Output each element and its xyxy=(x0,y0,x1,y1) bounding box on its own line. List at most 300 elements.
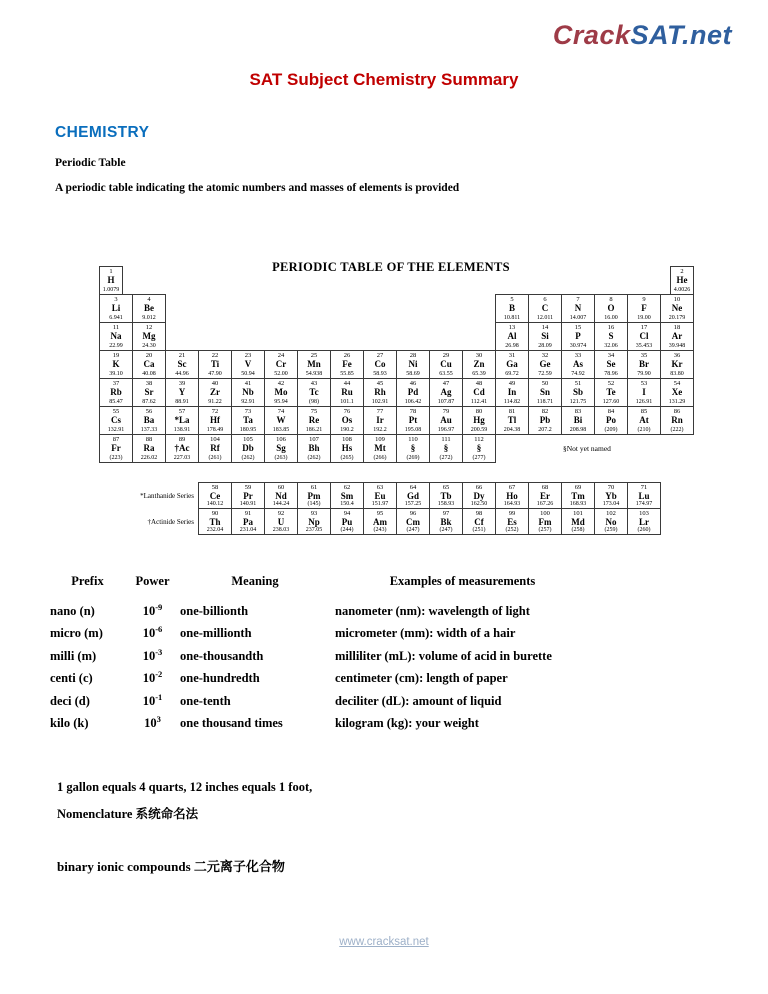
element-cell-Ho xyxy=(495,482,529,509)
periodic-table-subheading: Periodic Table xyxy=(55,157,126,169)
element-symbol: F xyxy=(641,303,647,314)
atomic-number: 50 xyxy=(541,379,549,387)
element-cell-Fe xyxy=(330,350,364,379)
atomic-number: 25 xyxy=(310,351,318,359)
atomic-mass: 127.60 xyxy=(602,398,620,405)
atomic-mass: 237.05 xyxy=(305,526,323,533)
atomic-number: 41 xyxy=(244,379,252,387)
element-symbol: Ra xyxy=(143,443,155,454)
atomic-mass: 24.30 xyxy=(142,342,156,349)
element-symbol: Tc xyxy=(309,387,319,398)
element-symbol: Sn xyxy=(539,387,550,398)
atomic-mass: 74.92 xyxy=(571,370,585,377)
element-cell-Cd xyxy=(462,378,496,407)
atomic-number: 95 xyxy=(376,510,384,517)
atomic-number: 89 xyxy=(178,435,186,443)
atomic-number: 1 xyxy=(109,267,113,275)
atomic-number: 66 xyxy=(475,484,483,491)
element-symbol: Cf xyxy=(474,516,484,527)
element-cell-Pd xyxy=(396,378,430,407)
atomic-mass: (257) xyxy=(538,526,552,533)
element-symbol: Hf xyxy=(210,415,220,426)
element-symbol: Gd xyxy=(406,490,419,501)
atomic-number: 71 xyxy=(640,484,648,491)
atomic-number: 65 xyxy=(442,484,450,491)
element-cell-Cl xyxy=(627,322,661,351)
atomic-number: 90 xyxy=(211,510,219,517)
element-cell-W xyxy=(264,406,298,435)
element-symbol: Bk xyxy=(440,516,452,527)
atomic-mass: 178.49 xyxy=(206,426,224,433)
atomic-mass: 16.00 xyxy=(604,314,618,321)
element-symbol: S xyxy=(608,331,614,342)
element-symbol: In xyxy=(507,387,517,398)
example-cell: deciliter (dL): amount of liquid xyxy=(335,693,502,708)
example-cell: milliliter (mL): volume of acid in burette xyxy=(335,648,552,663)
atomic-number: 112 xyxy=(474,435,484,443)
atomic-number: 54 xyxy=(673,379,681,387)
element-cell-Ne xyxy=(660,294,694,323)
atomic-mass: (262) xyxy=(307,454,321,461)
element-symbol: Cs xyxy=(110,415,121,426)
atomic-number: 28 xyxy=(409,351,417,359)
element-symbol: Ge xyxy=(539,359,551,370)
element-cell-Ce xyxy=(198,482,232,509)
atomic-number: 102 xyxy=(606,510,616,517)
element-symbol: Md xyxy=(571,516,585,527)
atomic-mass: 151.97 xyxy=(371,500,389,507)
element-cell-I xyxy=(627,378,661,407)
atomic-mass: 174.97 xyxy=(635,500,653,507)
element-symbol: Sm xyxy=(340,490,354,501)
element-cell-Ir xyxy=(363,406,397,435)
atomic-mass: (251) xyxy=(472,526,486,533)
atomic-mass: 91.22 xyxy=(208,398,222,405)
binary-compounds-note: binary ionic compounds 二元离子化合物 xyxy=(57,859,285,874)
element-symbol: Ba xyxy=(143,415,155,426)
atomic-number: 38 xyxy=(145,379,153,387)
atomic-mass: 238.03 xyxy=(272,526,290,533)
element-cell-Tl xyxy=(495,406,529,435)
atomic-number: 69 xyxy=(574,484,582,491)
element-symbol: § xyxy=(410,443,416,454)
power-cell: $10^{-6}$ xyxy=(142,624,163,641)
atomic-number: 3 xyxy=(114,295,118,303)
element-cell-Bk xyxy=(429,508,463,535)
atomic-number: 60 xyxy=(277,484,285,491)
atomic-mass: 157.25 xyxy=(404,500,422,507)
element-symbol: Pb xyxy=(539,415,551,426)
atomic-mass: 173.04 xyxy=(602,500,620,507)
element-symbol: Pm xyxy=(307,490,321,501)
atomic-mass: 32.06 xyxy=(604,342,618,349)
atomic-mass: (261) xyxy=(208,454,222,461)
intro-text: A periodic table indicating the atomic numbers and masses of elements is provided xyxy=(55,182,460,194)
element-cell-N xyxy=(561,294,595,323)
element-cell-Po xyxy=(594,406,628,435)
atomic-number: 6 xyxy=(543,295,547,303)
element-symbol: Ni xyxy=(408,359,418,370)
element-symbol: Es xyxy=(507,516,517,527)
element-symbol: Pa xyxy=(243,516,253,527)
element-cell-Te xyxy=(594,378,628,407)
element-cell-Tm xyxy=(561,482,595,509)
logo-part-crack: Crack xyxy=(552,20,631,50)
atomic-mass: 226.02 xyxy=(140,454,158,461)
atomic-number: 32 xyxy=(541,351,549,359)
atomic-mass: 95.94 xyxy=(274,398,288,405)
atomic-number: 103 xyxy=(639,510,649,517)
atomic-number: 18 xyxy=(673,323,681,331)
atomic-number: 98 xyxy=(475,510,483,517)
atomic-mass: 208.98 xyxy=(569,426,587,433)
atomic-number: 30 xyxy=(475,351,483,359)
element-cell-Ni xyxy=(396,350,430,379)
atomic-number: 97 xyxy=(442,510,450,517)
element-cell-Hs xyxy=(330,434,364,463)
atomic-number: 29 xyxy=(442,351,450,359)
element-cell-Ar xyxy=(660,322,694,351)
element-symbol: K xyxy=(112,359,120,370)
atomic-mass: 6.941 xyxy=(109,314,123,321)
element-cell-P xyxy=(561,322,595,351)
power-cell: $10^3$ xyxy=(144,713,161,730)
meaning-header: Meaning xyxy=(231,574,279,588)
element-cell-In xyxy=(495,378,529,407)
atomic-mass: 20.179 xyxy=(668,314,686,321)
atomic-mass: (262) xyxy=(241,454,255,461)
element-cell-Sc xyxy=(165,350,199,379)
element-cell-Es xyxy=(495,508,529,535)
element-symbol: Bh xyxy=(308,443,320,454)
element-symbol: I xyxy=(642,387,646,398)
element-cell-O xyxy=(594,294,628,323)
element-cell-Lu xyxy=(627,482,661,509)
element-symbol: Am xyxy=(373,516,387,527)
atomic-number: 59 xyxy=(244,484,252,491)
atomic-mass: 52.00 xyxy=(274,370,288,377)
element-cell-Rh xyxy=(363,378,397,407)
atomic-number: 5 xyxy=(510,295,514,303)
element-cell-Re xyxy=(297,406,331,435)
atomic-mass: 58.93 xyxy=(373,370,387,377)
element-cell-Zn xyxy=(462,350,496,379)
element-cell-unnamed xyxy=(429,434,463,463)
f-block xyxy=(88,482,694,535)
atomic-number: 27 xyxy=(376,351,384,359)
atomic-mass: 112.41 xyxy=(470,398,488,405)
atomic-mass: 88.91 xyxy=(175,398,189,405)
element-cell-Cs xyxy=(99,406,133,435)
atomic-number: 106 xyxy=(276,435,286,443)
element-cell-Ti xyxy=(198,350,232,379)
element-symbol: At xyxy=(639,415,649,426)
meaning-cell: one-billionth xyxy=(180,604,249,618)
element-cell-Na xyxy=(99,322,133,351)
element-cell-F xyxy=(627,294,661,323)
atomic-number: 55 xyxy=(112,407,120,415)
atomic-number: 51 xyxy=(574,379,582,387)
prefix-cell: milli (m) xyxy=(50,648,97,663)
atomic-number: 2 xyxy=(680,267,684,275)
atomic-mass: 227.03 xyxy=(173,454,191,461)
element-cell-V xyxy=(231,350,265,379)
atomic-number: 72 xyxy=(211,407,219,415)
atomic-number: 49 xyxy=(508,379,516,387)
element-cell-Kr xyxy=(660,350,694,379)
atomic-number: 13 xyxy=(508,323,516,331)
element-symbol: Mn xyxy=(307,359,321,370)
atomic-number: 15 xyxy=(574,323,582,331)
atomic-mass: 65.39 xyxy=(472,370,486,377)
element-symbol: Cr xyxy=(275,359,287,370)
atomic-mass: 102.91 xyxy=(371,398,389,405)
atomic-number: 96 xyxy=(409,510,417,517)
element-cell-Sn xyxy=(528,378,562,407)
element-symbol: H xyxy=(107,275,115,286)
atomic-number: 22 xyxy=(211,351,219,359)
atomic-number: 20 xyxy=(145,351,153,359)
atomic-mass: 190.2 xyxy=(340,426,354,433)
element-symbol: Os xyxy=(341,415,353,426)
atomic-number: 91 xyxy=(244,510,252,517)
element-cell-Li xyxy=(99,294,133,323)
element-cell-No xyxy=(594,508,628,535)
atomic-number: 107 xyxy=(309,435,319,443)
element-symbol: Te xyxy=(606,387,616,398)
element-cell-Y xyxy=(165,378,199,407)
element-symbol: Cm xyxy=(406,516,420,527)
atomic-mass: 39.10 xyxy=(109,370,123,377)
atomic-number: 110 xyxy=(408,435,418,443)
atomic-number: 63 xyxy=(376,484,384,491)
element-cell-S xyxy=(594,322,628,351)
footer-link[interactable]: www.cracksat.net xyxy=(339,936,429,948)
atomic-mass: 137.33 xyxy=(140,426,158,433)
example-cell: micrometer (mm): width of a hair xyxy=(335,626,516,641)
atomic-mass: 126.91 xyxy=(635,398,653,405)
examples-header: Examples of measurements xyxy=(389,574,536,588)
atomic-number: 67 xyxy=(508,484,516,491)
meaning-cell: one-millionth xyxy=(180,626,252,641)
element-cell-Si xyxy=(528,322,562,351)
element-cell-Ga xyxy=(495,350,529,379)
element-cell-Am xyxy=(363,508,397,535)
element-cell-Xe xyxy=(660,378,694,407)
prefix-cell: centi (c) xyxy=(50,671,93,686)
atomic-number: 34 xyxy=(607,351,615,359)
atomic-number: 37 xyxy=(112,379,120,387)
element-symbol: Db xyxy=(242,443,254,454)
element-symbol: Re xyxy=(308,415,320,426)
atomic-mass: 183.85 xyxy=(272,426,290,433)
element-symbol: U xyxy=(277,516,285,527)
atomic-number: 64 xyxy=(409,484,417,491)
page-title: SAT Subject Chemistry Summary xyxy=(249,70,519,89)
atomic-mass: 39.948 xyxy=(668,342,686,349)
element-cell-Cu xyxy=(429,350,463,379)
element-cell-Ba xyxy=(132,406,166,435)
element-symbol: P xyxy=(575,331,581,342)
meaning-cell: one-thousandth xyxy=(180,648,264,663)
element-cell-Ac xyxy=(165,434,199,463)
element-symbol: C xyxy=(541,303,549,314)
power-cell: $10^{-1}$ xyxy=(142,691,163,708)
atomic-mass: 44.96 xyxy=(175,370,189,377)
element-cell-unnamed xyxy=(462,434,496,463)
atomic-number: 39 xyxy=(178,379,186,387)
prefix-cell: deci (d) xyxy=(50,693,90,708)
element-symbol: Rb xyxy=(110,387,122,398)
element-cell-Se xyxy=(594,350,628,379)
atomic-number: 77 xyxy=(376,407,384,415)
element-symbol: Ir xyxy=(376,415,384,426)
atomic-mass: (145) xyxy=(307,500,321,507)
element-cell-Yb xyxy=(594,482,628,509)
element-cell-Be xyxy=(132,294,166,323)
atomic-mass: 207.2 xyxy=(538,426,552,433)
element-symbol: Ne xyxy=(671,303,683,314)
atomic-number: 17 xyxy=(640,323,648,331)
element-cell-Ra xyxy=(132,434,166,463)
element-cell-Au xyxy=(429,406,463,435)
element-cell-Cf xyxy=(462,508,496,535)
atomic-mass: (210) xyxy=(637,426,651,433)
atomic-mass: 158.93 xyxy=(437,500,455,507)
atomic-number: 88 xyxy=(145,435,153,443)
element-symbol: †Ac xyxy=(174,443,190,454)
element-cell-Db xyxy=(231,434,265,463)
element-symbol: Cu xyxy=(440,359,452,370)
atomic-mass: 78.96 xyxy=(604,370,618,377)
element-cell-Pt xyxy=(396,406,430,435)
atomic-mass: 192.2 xyxy=(373,426,387,433)
lanthanide-series-label: *Lanthanide Series xyxy=(140,491,194,500)
element-symbol: Br xyxy=(639,359,649,370)
atomic-mass: 180.95 xyxy=(239,426,257,433)
element-symbol: Xe xyxy=(671,387,683,398)
atomic-number: 57 xyxy=(178,407,186,415)
atomic-mass: 101.1 xyxy=(340,398,354,405)
nomenclature-note: Nomenclature 系统命名法 xyxy=(57,807,199,821)
element-symbol: Ti xyxy=(210,359,220,370)
atomic-mass: 47.90 xyxy=(208,370,222,377)
meaning-cell: one-tenth xyxy=(180,693,231,708)
element-symbol: Dy xyxy=(473,490,485,501)
element-symbol: O xyxy=(607,303,615,314)
element-cell-Os xyxy=(330,406,364,435)
element-symbol: Ho xyxy=(506,490,518,501)
atomic-number: 14 xyxy=(541,323,549,331)
actinide-cells xyxy=(198,508,660,535)
element-cell-Ru xyxy=(330,378,364,407)
element-symbol: Cd xyxy=(473,387,485,398)
atomic-mass: 58.69 xyxy=(406,370,420,377)
power-header: Power xyxy=(135,574,170,588)
atomic-mass: (244) xyxy=(340,526,354,533)
atomic-number: 31 xyxy=(508,351,516,359)
element-cell-Zr xyxy=(198,378,232,407)
atomic-mass: 55.85 xyxy=(340,370,354,377)
atomic-mass: (263) xyxy=(274,454,288,461)
atomic-number: 83 xyxy=(574,407,582,415)
element-cell-Br xyxy=(627,350,661,379)
actinide-series-label: †Actinide Series xyxy=(147,517,194,526)
element-cell-Sm xyxy=(330,482,364,509)
atomic-mass: 92.91 xyxy=(241,398,255,405)
atomic-mass: (252) xyxy=(505,526,519,533)
atomic-number: 70 xyxy=(607,484,615,491)
atomic-number: 78 xyxy=(409,407,417,415)
atomic-mass: 164.93 xyxy=(503,500,521,507)
element-cell-Cr xyxy=(264,350,298,379)
atomic-mass: (272) xyxy=(439,454,453,461)
atomic-number: 108 xyxy=(342,435,352,443)
element-cell-Eu xyxy=(363,482,397,509)
atomic-mass: (247) xyxy=(439,526,453,533)
element-cell-Al xyxy=(495,322,529,351)
element-symbol: Be xyxy=(144,303,154,314)
element-symbol: Lu xyxy=(638,490,650,501)
atomic-number: 4 xyxy=(147,295,151,303)
atomic-number: 23 xyxy=(244,351,252,359)
atomic-mass: 132.91 xyxy=(107,426,125,433)
atomic-mass: (209) xyxy=(604,426,618,433)
element-symbol: Ru xyxy=(341,387,353,398)
element-cell-Mo xyxy=(264,378,298,407)
element-symbol: Po xyxy=(606,415,616,426)
atomic-mass: (269) xyxy=(406,454,420,461)
element-cell-K xyxy=(99,350,133,379)
atomic-mass: (98) xyxy=(309,398,319,405)
atomic-mass: 35.453 xyxy=(635,342,653,349)
element-symbol: V xyxy=(244,359,252,370)
atomic-mass: 144.24 xyxy=(272,500,290,507)
logo-part-sat: SAT xyxy=(630,20,682,50)
atomic-mass: 87.62 xyxy=(142,398,156,405)
atomic-number: 33 xyxy=(574,351,582,359)
element-symbol: Fr xyxy=(111,443,121,454)
element-cell-Sr xyxy=(132,378,166,407)
atomic-number: 81 xyxy=(508,407,516,415)
prefix-header: Prefix xyxy=(71,574,104,588)
periodic-table xyxy=(88,260,694,535)
atomic-number: 9 xyxy=(642,295,646,303)
element-symbol: Tm xyxy=(571,490,585,501)
element-symbol: Th xyxy=(209,516,221,527)
atomic-mass: 204.38 xyxy=(503,426,521,433)
atomic-number: 75 xyxy=(310,407,318,415)
atomic-mass: 138.91 xyxy=(173,426,191,433)
element-cell-H xyxy=(99,266,123,295)
gallon-note: 1 gallon equals 4 quarts, 12 inches equals 1 foot, xyxy=(57,780,313,794)
atomic-number: 80 xyxy=(475,407,483,415)
atomic-mass: 186.21 xyxy=(305,426,323,433)
element-symbol: Tb xyxy=(440,490,452,501)
atomic-number: 84 xyxy=(607,407,615,415)
atomic-number: 73 xyxy=(244,407,252,415)
atomic-number: 61 xyxy=(310,484,318,491)
element-symbol: Sg xyxy=(276,443,286,454)
element-symbol: Nd xyxy=(275,490,287,501)
atomic-mass: 28.09 xyxy=(538,342,552,349)
atomic-mass: 50.94 xyxy=(241,370,255,377)
element-cell-Cm xyxy=(396,508,430,535)
footer xyxy=(0,932,768,950)
element-cell-Nb xyxy=(231,378,265,407)
actinide-row xyxy=(88,508,694,535)
atomic-mass: 140.12 xyxy=(206,500,224,507)
